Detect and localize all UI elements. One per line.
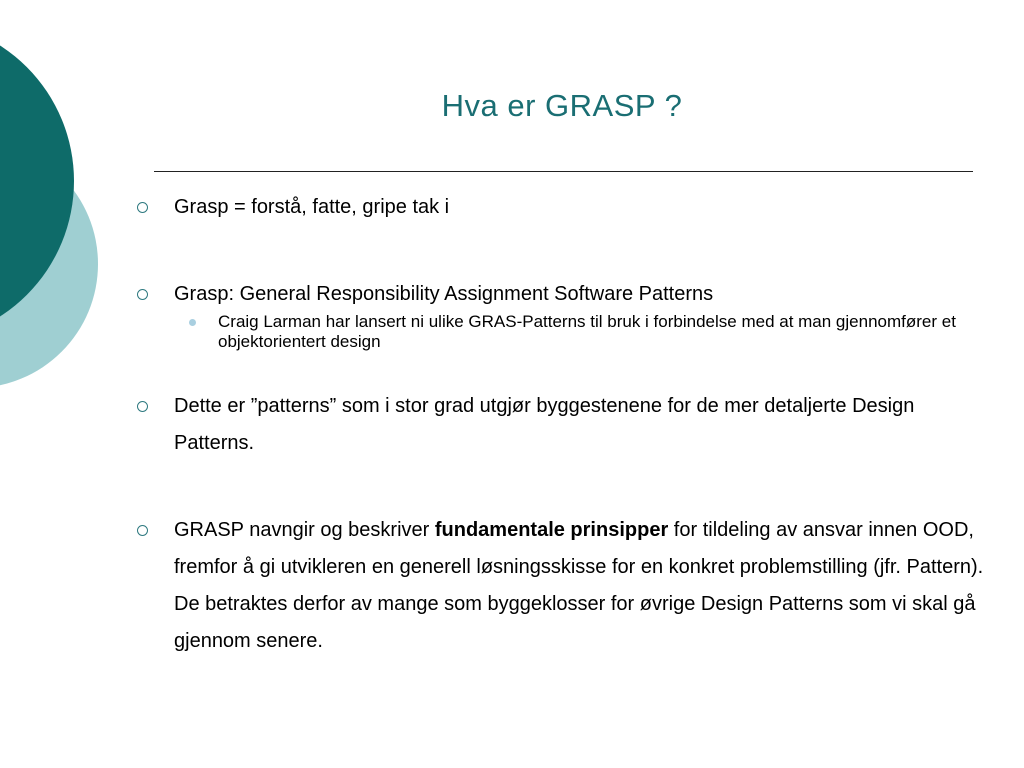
hollow-circle-bullet-icon [137, 401, 148, 412]
hollow-circle-bullet-icon [137, 202, 148, 213]
slide-title: Hva er GRASP ? [441, 88, 683, 123]
bullet-text-3: Dette er ”patterns” som i stor grad utgjør byggestenene for de mer detaljerte Design Patterns. [174, 395, 915, 454]
hollow-circle-bullet-icon [137, 289, 148, 300]
title-divider [154, 171, 973, 172]
sub-bullet-text-1: Craig Larman har lansert ni ulike GRAS-Patterns til bruk i forbindelse med at man gjennomfører et objektorientert design [218, 312, 956, 351]
hollow-circle-bullet-icon [137, 525, 148, 536]
bullet-text-2: Grasp: General Responsibility Assignment Software Patterns [174, 283, 714, 305]
bullet-text-1: Grasp = forstå, fatte, gripe tak i [174, 196, 450, 218]
bullet-text-4-intro: GRASP navngir og beskriver [174, 519, 435, 541]
bullet-text-4 [174, 512, 984, 660]
filled-dot-bullet-icon [189, 319, 196, 326]
bullet-text-4-rest: for tildeling av ansvar innen OOD, fremfor å gi utvikleren en generell løsningsskisse for en konkret problemstilling (jfr. Pattern). De betraktes derfor av mange som byggeklosser for øvrige Design Patterns som vi skal gå gjennom senere. [174, 519, 984, 652]
bullet-text-4-emphasis: fundamentale prinsipper [434, 519, 669, 541]
